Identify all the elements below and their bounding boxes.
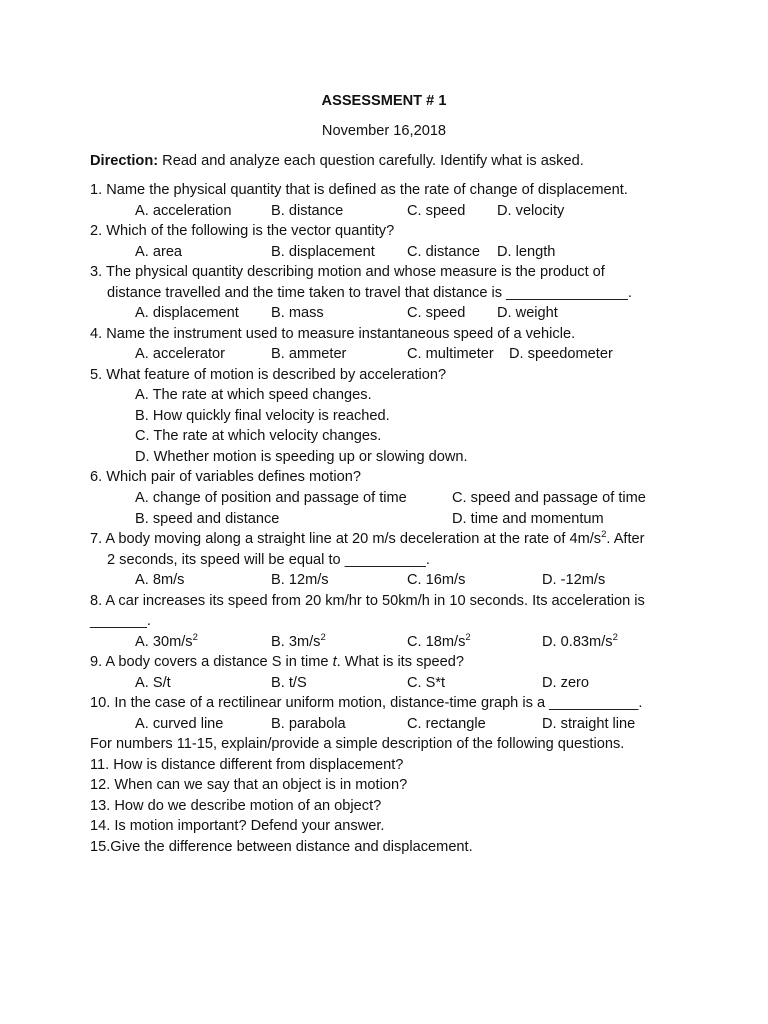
question-3-stem-line2: distance travelled and the time taken to travel that distance is _______________. bbox=[107, 285, 632, 301]
superscript: 2 bbox=[465, 632, 471, 644]
question-10-stem: 10. In the case of a rectilinear uniform motion, distance-time graph is a ___________. bbox=[90, 695, 643, 711]
q3-option-a: A. displacement bbox=[135, 305, 239, 321]
q5-option-d: D. Whether motion is speeding up or slowing down. bbox=[135, 449, 468, 465]
q7-option-b: B. 12m/s bbox=[271, 572, 329, 588]
q8-option-d: D. $0.83m/s^2$ bbox=[542, 632, 618, 650]
question-9-stem: 9. A body covers a distance S in time t. What is its speed? bbox=[90, 654, 464, 670]
direction-text: Read and analyze each question carefully. Identify what is asked. bbox=[158, 153, 584, 169]
date: November 16,2018 bbox=[321, 123, 447, 139]
q2-option-d: D. length bbox=[497, 244, 556, 260]
q6-option-a: A. change of position and passage of time bbox=[135, 490, 407, 506]
q2-option-b: B. displacement bbox=[271, 244, 375, 260]
q7-option-a: A. 8m/s bbox=[135, 572, 185, 588]
q8-option-c: C. $18m/s^2$ bbox=[407, 632, 471, 650]
q1-option-b: B. distance bbox=[271, 203, 344, 219]
q6-option-c: C. speed and passage of time bbox=[452, 490, 646, 506]
q4-option-c: C. multimeter bbox=[407, 346, 494, 362]
question-15: 15.Give the difference between distance and displacement. bbox=[90, 839, 473, 855]
q8-option-a: A. $30m/s^2$ bbox=[135, 632, 198, 650]
direction-label: Direction: bbox=[90, 153, 159, 169]
q1-option-a: A. acceleration bbox=[135, 203, 232, 219]
question-7-stem-line2: 2 seconds, its speed will be equal to __________. bbox=[107, 552, 430, 568]
q4-option-b: B. ammeter bbox=[271, 346, 347, 362]
italic-variable: t bbox=[332, 654, 337, 670]
question-8-stem-line2: _______. bbox=[90, 613, 151, 629]
q1-option-d: D. velocity bbox=[497, 203, 565, 219]
q9-option-d: D. zero bbox=[542, 675, 590, 691]
q5-option-b: B. How quickly final velocity is reached. bbox=[135, 408, 390, 424]
q7-option-c: C. 16m/s bbox=[407, 572, 466, 588]
q9-option-c: C. S*t bbox=[407, 675, 446, 691]
q5-option-c: C. The rate at which velocity changes. bbox=[135, 428, 382, 444]
question-8-stem-line1: 8. A car increases its speed from 20 km/hr to 50km/h in 10 seconds. Its acceleration is bbox=[90, 593, 645, 609]
q10-option-a: A. curved line bbox=[135, 716, 224, 732]
q10-option-c: C. rectangle bbox=[407, 716, 486, 732]
q8-option-b: B. $3m/s^2$ bbox=[271, 632, 326, 650]
q1-option-c: C. speed bbox=[407, 203, 466, 219]
question-2-stem: 2. Which of the following is the vector quantity? bbox=[90, 223, 395, 239]
question-7-stem-line1: 7. A body moving along a straight line at 20 m/s deceleration at the rate of $4m/s^2$. After bbox=[90, 529, 645, 547]
question-3-stem-line1: 3. The physical quantity describing motion and whose measure is the product of bbox=[90, 264, 605, 280]
question-14: 14. Is motion important? Defend your answer. bbox=[90, 818, 385, 834]
superscript: 2 bbox=[612, 632, 618, 644]
q4-option-d: D. speedometer bbox=[509, 346, 613, 362]
q3-option-d: D. weight bbox=[497, 305, 558, 321]
superscript: 2 bbox=[601, 529, 607, 541]
q3-option-c: C. speed bbox=[407, 305, 466, 321]
q2-option-c: C. distance bbox=[407, 244, 481, 260]
q10-option-d: D. straight line bbox=[542, 716, 636, 732]
question-12: 12. When can we say that an object is in motion? bbox=[90, 777, 408, 793]
q2-option-a: A. area bbox=[135, 244, 183, 260]
page-title: ASSESSMENT # 1 bbox=[321, 93, 447, 109]
question-6-stem: 6. Which pair of variables defines motion? bbox=[90, 469, 361, 485]
q6-option-d: D. time and momentum bbox=[452, 511, 604, 527]
q5-option-a: A. The rate at which speed changes. bbox=[135, 387, 372, 403]
q9-option-a: A. S/t bbox=[135, 675, 171, 691]
direction-line bbox=[90, 151, 584, 171]
q7-option-d: D. -12m/s bbox=[542, 572, 606, 588]
question-13: 13. How do we describe motion of an object? bbox=[90, 798, 382, 814]
q3-option-b: B. mass bbox=[271, 305, 324, 321]
q4-option-a: A. accelerator bbox=[135, 346, 226, 362]
q9-option-b: B. t/S bbox=[271, 675, 307, 691]
question-1-stem: 1. Name the physical quantity that is defined as the rate of change of displacement. bbox=[90, 182, 628, 198]
question-11: 11. How is distance different from displacement? bbox=[90, 757, 404, 773]
question-5-stem: 5. What feature of motion is described by acceleration? bbox=[90, 367, 447, 383]
superscript: 2 bbox=[320, 632, 326, 644]
q10-option-b: B. parabola bbox=[271, 716, 346, 732]
question-4-stem: 4. Name the instrument used to measure instantaneous speed of a vehicle. bbox=[90, 326, 576, 342]
q6-option-b: B. speed and distance bbox=[135, 511, 280, 527]
superscript: 2 bbox=[192, 632, 198, 644]
essay-instructions: For numbers 11-15, explain/provide a simple description of the following questions. bbox=[90, 736, 625, 752]
